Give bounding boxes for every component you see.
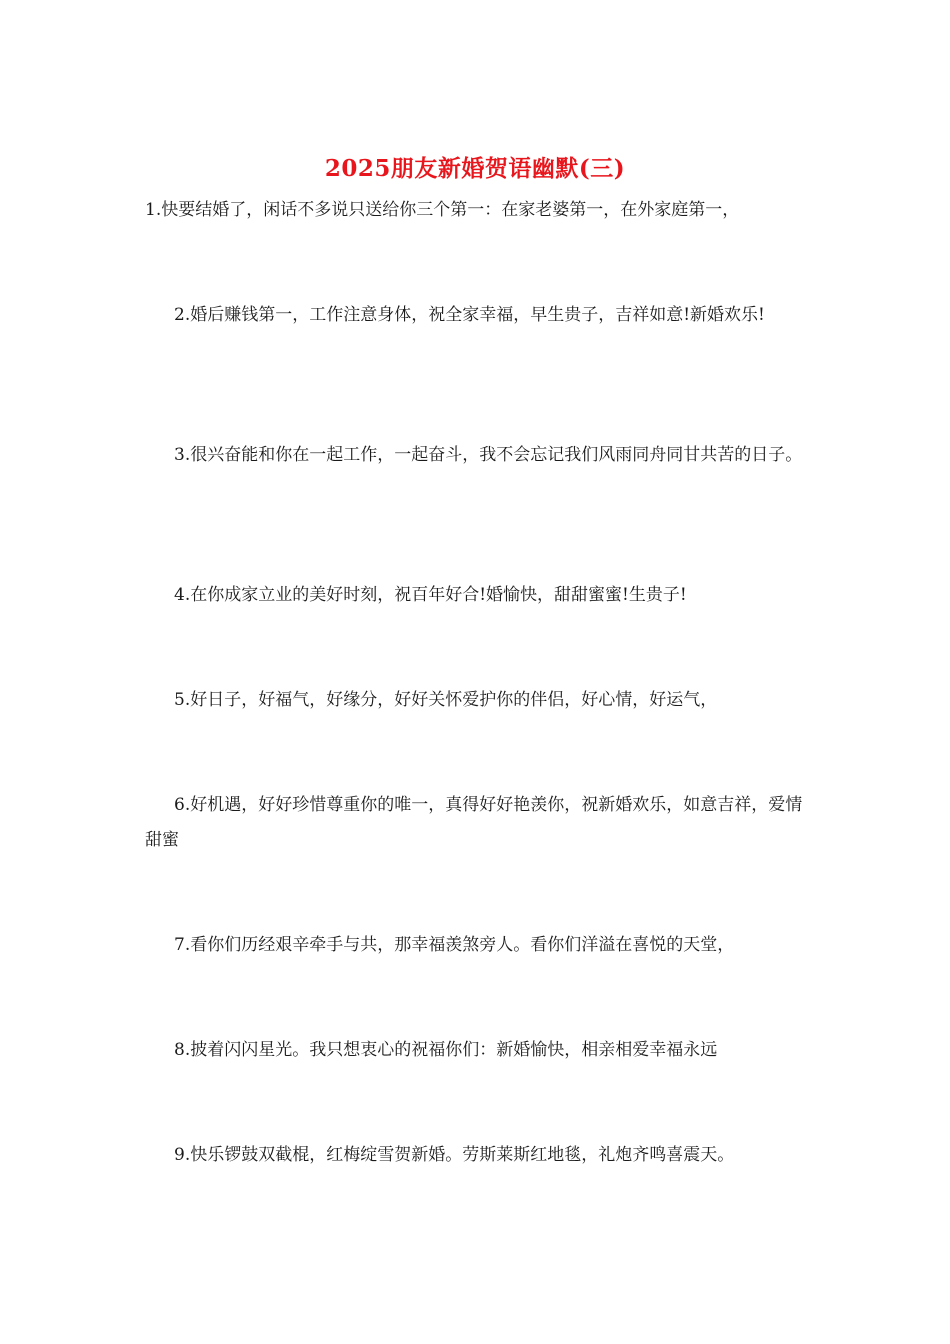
document-title: 2025朋友新婚贺语幽默(三) <box>324 155 626 182</box>
paragraph-3: 3.很兴奋能和你在一起工作，一起奋斗，我不会忘记我们风雨同舟同甘共苦的日子。 <box>174 445 803 465</box>
paragraph-1: 1.快要结婚了，闲话不多说只送给你三个第一：在家老婆第一，在外家庭第一， <box>145 200 740 220</box>
paragraph-8: 8.披着闪闪星光。我只想衷心的祝福你们：新婚愉快，相亲相爱幸福永远 <box>174 1040 718 1060</box>
paragraph-4: 4.在你成家立业的美好时刻，祝百年好合!婚愉快，甜甜蜜蜜!生贵子! <box>174 585 687 605</box>
paragraph-7: 7.看你们历经艰辛牵手与共，那幸福羡煞旁人。看你们洋溢在喜悦的天堂， <box>174 935 735 955</box>
paragraph-2: 2.婚后赚钱第一，工作注意身体，祝全家幸福，早生贵子，吉祥如意!新婚欢乐! <box>174 305 765 325</box>
paragraph-9: 9.快乐锣鼓双截棍，红梅绽雪贺新婚。劳斯莱斯红地毯，礼炮齐鸣喜震天。 <box>174 1145 735 1165</box>
paragraph-5: 5.好日子，好福气，好缘分，好好关怀爱护你的伴侣，好心情，好运气， <box>174 690 718 710</box>
paragraph-6: 6.好机遇，好好珍惜尊重你的唯一，真得好好艳羡你，祝新婚欢乐，如意吉祥，爱情甜蜜 <box>145 795 803 850</box>
